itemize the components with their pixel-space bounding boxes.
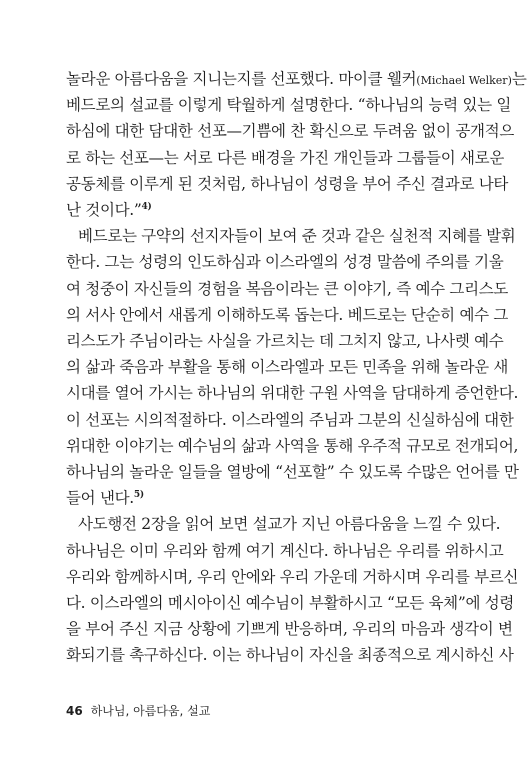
text-line bbox=[66, 171, 509, 197]
line-text: 난 것이다.” bbox=[66, 201, 142, 219]
text-line bbox=[66, 564, 519, 590]
line-text: 베드로의 설교를 이렇게 탁월하게 설명한다. “하나님의 능력 있는 일 bbox=[66, 96, 512, 115]
text-line bbox=[66, 485, 426, 511]
text-line bbox=[66, 380, 519, 406]
line-text: 우리와 함께하시며, 우리 안에와 우리 가운데 거하시며 우리를 부르신 bbox=[66, 567, 519, 586]
text-line bbox=[66, 223, 516, 249]
body-text bbox=[66, 66, 527, 696]
text-line bbox=[66, 197, 426, 223]
line-text: 다. 이스라엘의 메시아이신 예수님이 부활하시고 “모든 육체”에 성령 bbox=[66, 594, 515, 612]
running-title: 하나님, 아름다움, 설교 bbox=[90, 704, 211, 718]
text-line bbox=[66, 511, 501, 537]
text-line bbox=[66, 407, 514, 433]
text-line bbox=[66, 249, 504, 275]
text-line bbox=[66, 616, 513, 642]
line-text: 공동체를 이루게 된 것처럼, 하나님이 성령을 부어 주신 결과로 나타 bbox=[66, 174, 509, 193]
text-line bbox=[66, 118, 515, 144]
footnote-marker: 5) bbox=[133, 490, 144, 501]
text-line bbox=[66, 276, 509, 302]
text-line bbox=[66, 590, 515, 616]
line-text: 하심에 대한 담대한 선포—기쁨에 찬 확신으로 두려움 없이 공개적으 bbox=[66, 122, 515, 141]
line-text: 한다. 그는 성령의 인도하심과 이스라엘의 성경 말씀에 주의를 기울 bbox=[66, 253, 504, 272]
line-text: 위대한 이야기는 예수님의 삶과 사역을 통해 우주적 규모로 전개되어, bbox=[66, 436, 519, 455]
text-line bbox=[66, 642, 514, 668]
page-footer bbox=[66, 702, 210, 720]
line-text: 놀라운 아름다움을 지니는지를 선포했다. 마이클 웰커 bbox=[66, 70, 417, 88]
text-line bbox=[66, 302, 509, 328]
footnote-marker: 4) bbox=[141, 201, 152, 212]
text-line bbox=[66, 145, 504, 171]
line-text: 베드로는 구약의 선지자들이 보여 준 것과 같은 실천적 지혜를 발휘 bbox=[78, 227, 516, 246]
line-text: 의 서사 안에서 새롭게 이해하도록 돕는다. 베드로는 단순히 예수 그 bbox=[66, 305, 509, 324]
line-text: 로 하는 선포—는 서로 다른 배경을 가진 개인들과 그룹들이 새로운 bbox=[66, 148, 504, 167]
text-line bbox=[66, 328, 504, 354]
text-line bbox=[66, 459, 519, 485]
line-text: 하나님은 이미 우리와 함께 여기 계신다. 하나님은 우리를 위하시고 bbox=[66, 541, 504, 560]
page-number: 46 bbox=[66, 704, 83, 718]
name-romanization: (Michael Welker) bbox=[416, 74, 512, 87]
line-text: 리스도가 주님이라는 사실을 가르치는 데 그치지 않고, 나사렛 예수 bbox=[66, 332, 504, 350]
text-line bbox=[66, 92, 512, 118]
text-line bbox=[66, 433, 519, 459]
text-line bbox=[66, 66, 527, 92]
line-text: 사도행전 2장을 읽어 보면 설교가 지닌 아름다움을 느낄 수 있다. bbox=[78, 515, 501, 534]
line-text: 이 선포는 시의적절하다. 이스라엘의 주님과 그분의 신실하심에 대한 bbox=[66, 410, 514, 429]
line-text: 들어 낸다. bbox=[66, 489, 134, 508]
line-text: 의 삶과 죽음과 부활을 통해 이스라엘과 모든 민족을 위해 놀라운 새 bbox=[66, 358, 509, 377]
line-text: 을 부어 주신 지금 상황에 기쁘게 반응하며, 우리의 마음과 생각이 변 bbox=[66, 620, 513, 639]
line-text: 여 청중이 자신들의 경험을 복음이라는 큰 이야기, 즉 예수 그리스도 bbox=[66, 279, 509, 298]
line-text: 시대를 열어 가시는 하나님의 위대한 구원 사역을 담대하게 증언한다. bbox=[66, 384, 519, 403]
line-text-tail: 는 bbox=[511, 70, 527, 88]
line-text: 화되기를 촉구하신다. 이는 하나님이 자신을 최종적으로 계시하신 사 bbox=[66, 646, 514, 665]
text-line bbox=[66, 354, 509, 380]
text-line bbox=[66, 538, 504, 564]
line-text: 하나님의 놀라운 일들을 열방에 “선포할” 수 있도록 수많은 언어를 만 bbox=[66, 463, 519, 481]
